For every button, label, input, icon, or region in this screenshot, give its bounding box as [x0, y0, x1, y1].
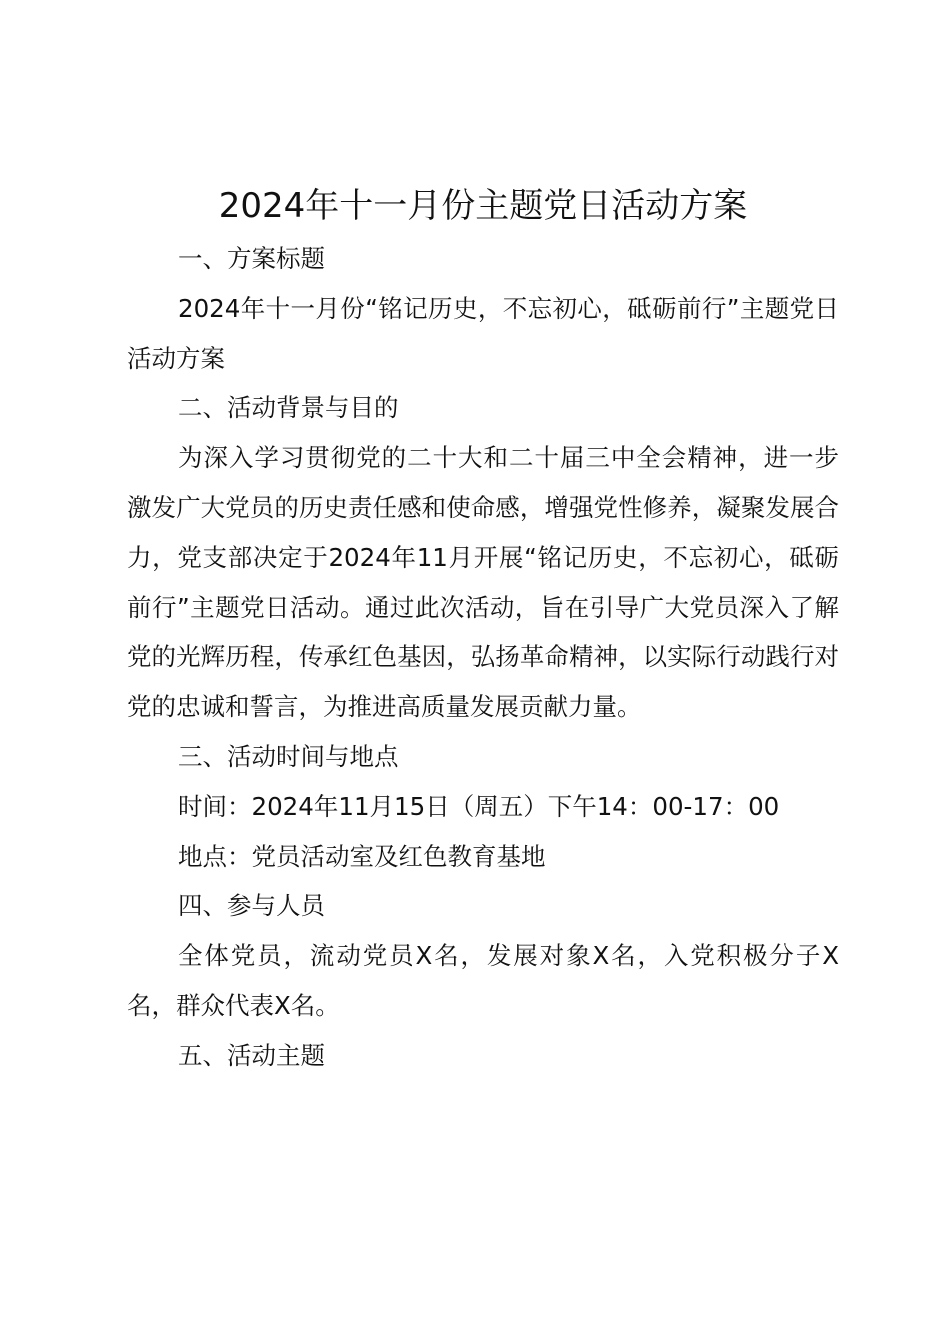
- paragraph-time: 时间：2024年11月15日（周五）下午14：00-17：00: [178, 791, 780, 821]
- paragraph-background: 为深入学习贯彻党的二十大和二十届三中全会精神，进一步激发广大党员的历史责任感和使命感，增强党性修养，凝聚发展合力，党支部决定于2024年11月开展“铭记历史，不忘初心，砥砺前行”主题党日活动。通过此次活动，旨在引导广大党员深入了解党的光辉历程，传承红色基因，弘扬革命精神，以实际行动践行对党的忠诚和誓言，为推进高质量发展贡献力量。: [127, 443, 839, 722]
- paragraph-participants: 全体党员，流动党员X名，发展对象X名，入党积极分子X名，群众代表X名。: [127, 941, 839, 1020]
- section-heading-theme: 五、活动主题: [178, 1040, 325, 1070]
- document-body: [127, 178, 839, 1081]
- section-heading-background: 二、活动背景与目的: [178, 393, 399, 423]
- document-title: 2024年十一月份主题党日活动方案: [218, 186, 748, 226]
- section-heading-participants: 四、参与人员: [178, 891, 325, 921]
- section-heading-plan-title: 一、方案标题: [178, 244, 325, 273]
- paragraph-plan-title: 2024年十一月份“铭记历史，不忘初心，砥砺前行”主题党日活动方案: [127, 293, 839, 373]
- paragraph-place: 地点：党员活动室及红色教育基地: [178, 841, 546, 871]
- section-heading-time-place: 三、活动时间与地点: [178, 741, 399, 771]
